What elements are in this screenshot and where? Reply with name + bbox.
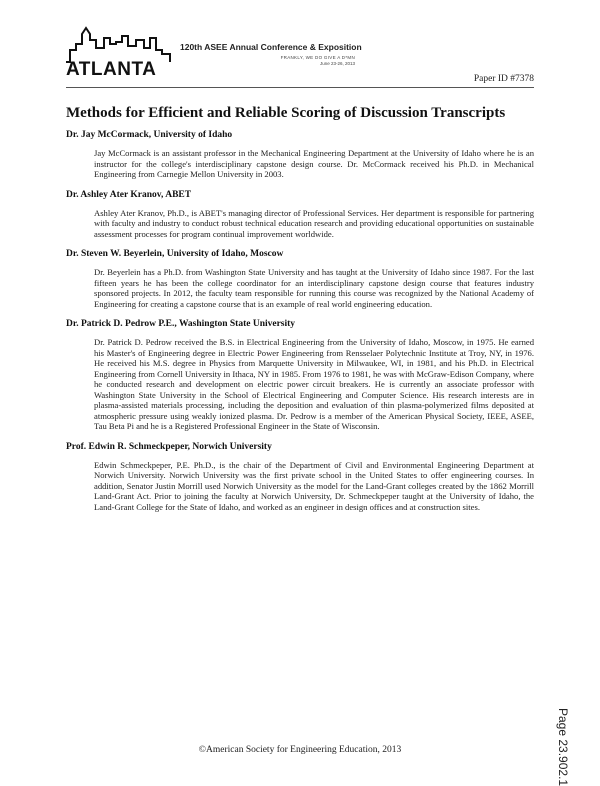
author-bio: Ashley Ater Kranov, Ph.D., is ABET's managing director of Professional Services. Her department is responsible for partnering with faculty and industry to conduct robust technical education research and providing educational opportunities on sustainable assessment processes for program continual improvement worldwide.	[94, 207, 534, 239]
paper-title: Methods for Efficient and Reliable Scoring of Discussion Transcripts	[66, 105, 506, 121]
paper-id: Paper ID #7378	[473, 74, 534, 84]
conference-title: 120th ASEE Annual Conference & Exposition	[180, 42, 362, 52]
copyright-footer: ©American Society for Engineering Education, 2013	[198, 745, 402, 755]
skyline-icon	[66, 24, 186, 64]
conference-logo	[66, 24, 196, 80]
author-bio: Edwin Schmeckpeper, P.E. Ph.D., is the chair of the Department of Civil and Environmental Engineering Department at Norwich University. Norwich University was the first private school in the United States to offer engineering courses. In addition, Senator Justin Morrill used Norwich University as the model for the Land-Grant colleges created by the 1862 Morrill Land-Grant Act. Prior to joining the faculty at Norwich University, Dr. Schmeckpeper taught at the University of Idaho, the Land-Grant College for the State of Idaho, and worked as an engineer in design offices and at construction sites.	[94, 459, 534, 512]
author-name: Dr. Ashley Ater Kranov, ABET	[66, 189, 192, 200]
author-name: Dr. Steven W. Beyerlein, University of Idaho, Moscow	[66, 249, 284, 259]
author-entry	[66, 442, 534, 513]
author-entry	[66, 319, 534, 432]
author-name: Dr. Jay McCormack, University of Idaho	[66, 130, 233, 140]
author-entry	[66, 249, 534, 309]
author-bio: Dr. Patrick D. Pedrow received the B.S. in Electrical Engineering from the University of Idaho, Moscow, in 1975. He earned his Master's of Engineering degree in Electric Power Engineering from Rensselaer Polytechnic Institute at Troy, NY, in 1976. He received his M.S. degree in Physics from Marquette University in Milwaukee, WI, in 1981, and his Ph.D. in Electrical Engineering from Cornell University in Ithaca, NY in 1985. From 1976 to 1981, he was with McGraw-Edison Company, where he conducted research and development on electric power circuit breakers. He is currently an associate professor with Washington State University in the School of Electrical Engineering and Computer Science. His research interests are in plasma-assisted materials processing, including the deposition and evaluation of thin plasma-polymerized films deposited at atmospheric pressure using weakly ionized plasma. Dr. Pedrow is a member of the American Physical Society, IEEE, ASEE, Tau Beta Pi and he is a Registered Professional Engineer in the State of Wisconsin.	[94, 337, 534, 431]
header-divider	[66, 87, 534, 88]
page-number: Page 23.902.1	[556, 708, 570, 786]
author-name: Prof. Edwin R. Schmeckpeper, Norwich University	[66, 441, 272, 452]
conference-dates: June 23-26, 2013	[319, 61, 355, 66]
author-bio: Dr. Beyerlein has a Ph.D. from Washington State University and has taught at the University of Idaho since 1987. For the last fifteen years he has been the college coordinator for an interdisciplinary capstone design course that features industry sponsored projects. In 2012, the faculty team responsible for running this course was recognized by the National Academy of Engineering for creating a capstone course that is an example of real world engineering education.	[94, 267, 534, 309]
author-entry	[66, 190, 534, 240]
conference-motto: FRANKLY, WE DO GIVE A D*MN	[280, 55, 355, 60]
conference-info	[180, 42, 362, 66]
author-name: Dr. Patrick D. Pedrow P.E., Washington State University	[66, 319, 296, 329]
author-bio: Jay McCormack is an assistant professor in the Mechanical Engineering Department at the University of Idaho where he is an instructor for the college's interdisciplinary capstone design course. Dr. McCormack received his Ph.D. in Mechanical Engineering from Carnegie Mellon University in 2003.	[94, 148, 534, 179]
logo-text: ATLANTA	[66, 59, 157, 80]
author-entry	[66, 130, 534, 180]
author-list	[66, 130, 534, 522]
